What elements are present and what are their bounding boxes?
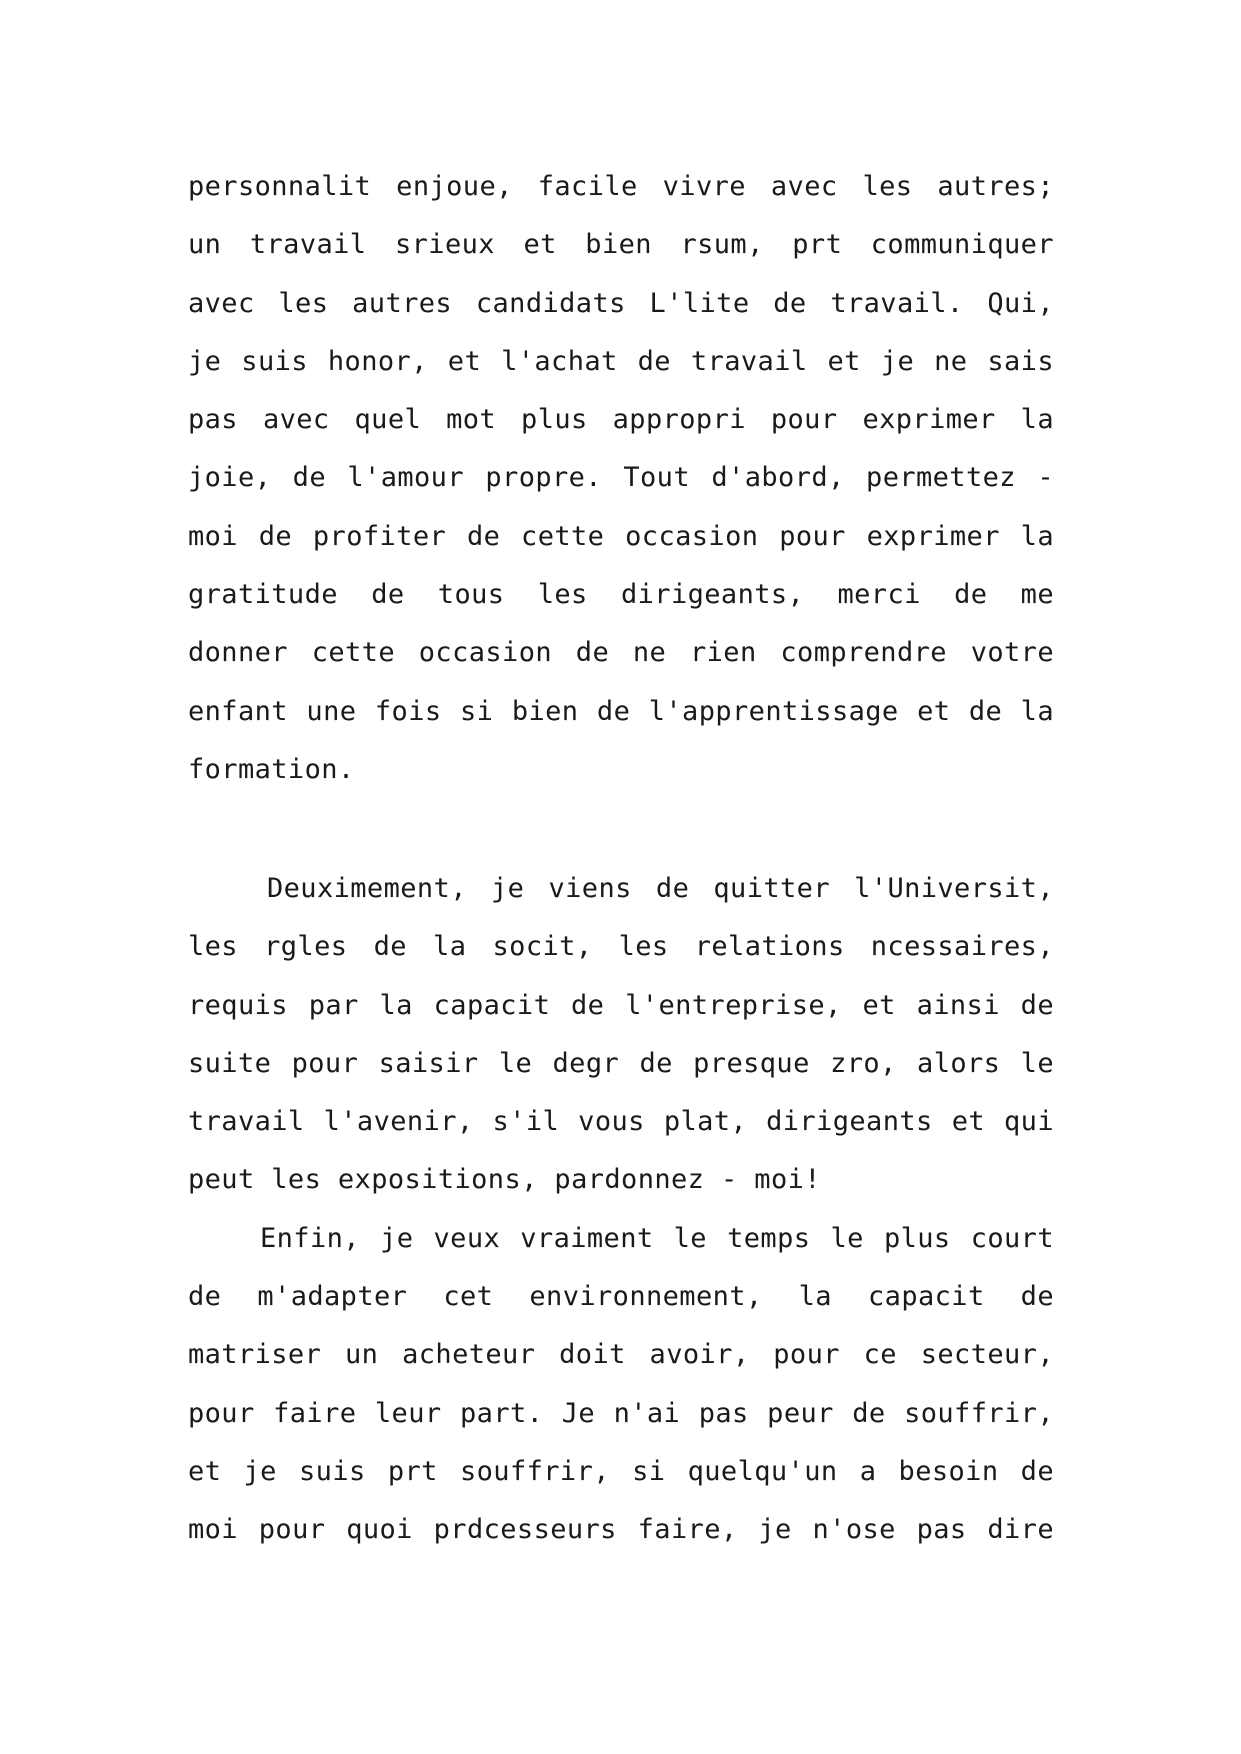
paragraph-line: de m'adapter cet environnement, la capacit de (188, 1281, 1054, 1313)
paragraph-line: suite pour saisir le degr de presque zro, alors le (188, 1047, 1054, 1079)
paragraph-line: gratitude de tous les dirigeants, merci de me (188, 579, 1054, 611)
paragraph-line: je suis honor, et l'achat de travail et je ne sais (188, 345, 1054, 377)
paragraph-line: matriser un acheteur doit avoir, pour ce secteur, (188, 1339, 1054, 1371)
paragraph-line: pour faire leur part. Je n'ai pas peur de souffrir, (188, 1397, 1054, 1429)
paragraph-line: requis par la capacit de l'entreprise, et ainsi de (188, 989, 1054, 1021)
paragraph-line: les rgles de la socit, les relations ncessaires, (188, 931, 1054, 963)
paragraph-line: personnalit enjoue, facile vivre avec les autres; (188, 171, 1054, 202)
paragraph-line: un travail srieux et bien rsum, prt communiquer (188, 229, 1054, 261)
paragraph-line: travail l'avenir, s'il vous plat, dirigeants et qui (188, 1106, 1054, 1138)
paragraph-line: joie, de l'amour propre. Tout d'abord, permettez - (188, 462, 1054, 494)
paragraph-line: moi pour quoi prdcesseurs faire, je n'ose pas dire (188, 1514, 1054, 1546)
paragraph-line: donner cette occasion de ne rien comprendre votre (188, 637, 1054, 669)
paragraph-line: Enfin, je veux vraiment le temps le plus court (260, 1222, 1054, 1254)
paragraph-line: enfant une fois si bien de l'apprentissage et de la (188, 695, 1054, 727)
paragraph-line: pas avec quel mot plus appropri pour exprimer la (188, 404, 1054, 436)
paragraph-line: moi de profiter de cette occasion pour exprimer la (188, 520, 1054, 552)
paragraph-line: formation. (188, 753, 355, 785)
paragraph-line: avec les autres candidats L'lite de travail. Qui, (188, 287, 1054, 319)
paragraph-line: Deuximement, je viens de quitter l'Universit, (267, 873, 1054, 904)
paragraph-2-and-3 (188, 860, 1054, 1560)
paragraph-line: et je suis prt souffrir, si quelqu'un a besoin de (188, 1455, 1054, 1487)
paragraph-1 (188, 158, 1054, 799)
paragraph-line: peut les expositions, pardonnez - moi! (188, 1164, 821, 1196)
